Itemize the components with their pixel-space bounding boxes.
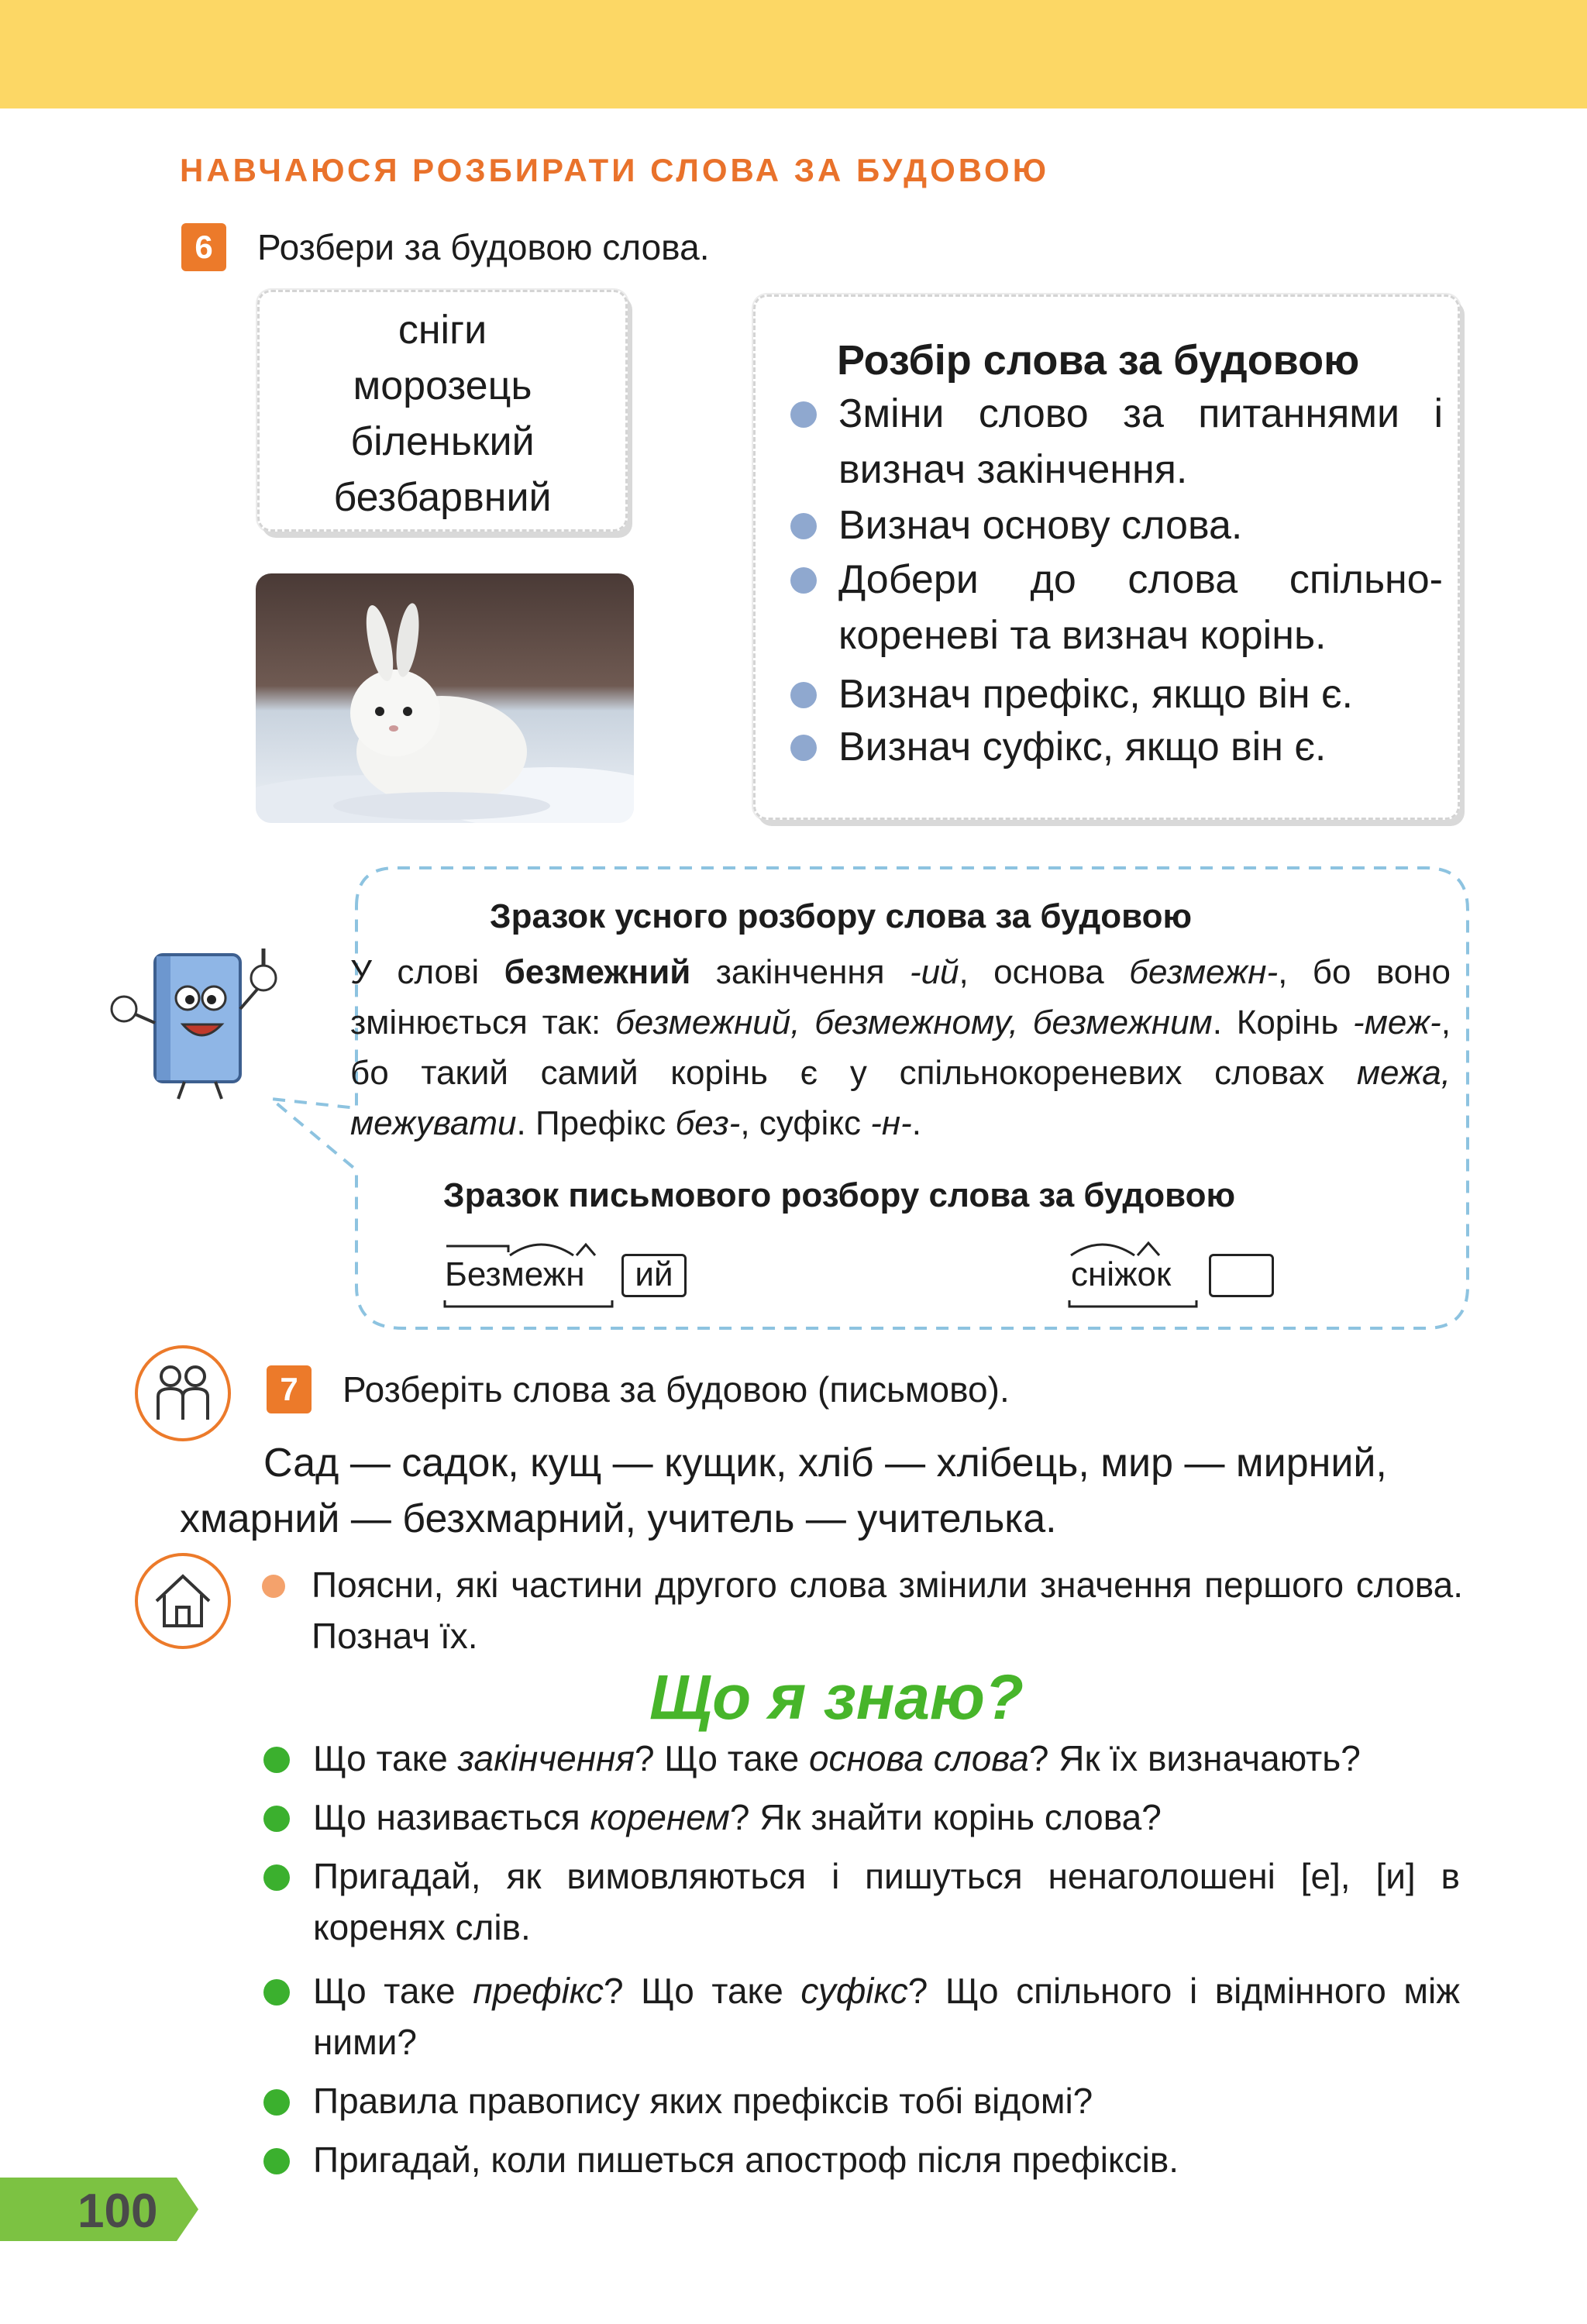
page-number: 100	[77, 2185, 158, 2238]
task7-words-line-2: хмарний — безхмарний, учитель — учителька.	[180, 1496, 1057, 1541]
header-bar	[0, 0, 1587, 108]
task6-instruction: Розбери за будовою слова.	[257, 227, 710, 267]
question-item: Що таке закінчення? Що таке основа слова? Як їх визначають?	[313, 1738, 1361, 1778]
bullet-icon	[263, 2089, 290, 2116]
rules-card	[753, 294, 1460, 820]
bullet-icon	[263, 1979, 290, 2006]
question-item: Пригадай, коли пишеться апостроф після префіксів.	[313, 2140, 1179, 2180]
rule-item: Визнач суфікс, якщо він є.	[838, 725, 1327, 770]
bullet-icon	[790, 567, 817, 594]
example-word-2: сніжок	[1071, 1255, 1172, 1293]
book-mascot-icon	[101, 938, 287, 1108]
word-item: сніги	[398, 308, 487, 353]
oral-sample-title: Зразок усного розбору слова за будовою	[490, 897, 1193, 935]
ending-box-1: ий	[621, 1254, 687, 1297]
question-item: Правила правопису яких префіксів тобі відомі?	[313, 2081, 1093, 2121]
what-i-know-title: Що я знаю?	[649, 1662, 1024, 1733]
rule-item: Визнач основу слова.	[838, 503, 1243, 548]
bullet-icon	[262, 1575, 285, 1598]
question-item: Що таке префікс? Що таке суфікс? Що спільного і відмінного між ними?	[313, 1971, 1460, 2062]
section-title: НАВЧАЮСЯ РОЗБИРАТИ СЛОВА ЗА БУДОВОЮ	[180, 152, 1050, 188]
pair-work-icon	[135, 1345, 231, 1441]
task-number-7: 7	[267, 1365, 312, 1413]
rules-title: Розбір слова за будовою	[837, 337, 1360, 384]
rule-item: Зміни слово за питаннями і визнач закінчення.	[838, 391, 1443, 492]
task7-instruction: Розберіть слова за будовою (письмово).	[343, 1369, 1010, 1410]
task7-words-line-1: Сад — садок, кущ — кущик, хліб — хлібець, мир — мирний,	[263, 1441, 1387, 1486]
rule-item: Визнач префікс, якщо він є.	[838, 672, 1353, 717]
word-item: морозець	[353, 363, 532, 408]
bullet-icon	[790, 735, 817, 761]
homework-house-icon	[135, 1553, 231, 1649]
rabbit-image	[256, 573, 634, 823]
word-item: безбарвний	[333, 475, 552, 520]
words-card	[257, 290, 628, 532]
example-word-1: Безмежн	[445, 1255, 585, 1293]
rule-item: Добери до слова спільно-кореневі та визнач корінь.	[838, 557, 1443, 658]
bullet-icon	[263, 2148, 290, 2174]
bullet-icon	[263, 1864, 290, 1891]
task7-hint: Поясни, які частини другого слова змінили значення першого слова. Познач їх.	[312, 1565, 1463, 1656]
bullet-icon	[263, 1747, 290, 1773]
bullet-icon	[263, 1806, 290, 1832]
ending-box-2	[1209, 1254, 1274, 1297]
bullet-icon	[790, 401, 817, 428]
word-item: біленький	[350, 419, 535, 464]
bullet-icon	[790, 682, 817, 708]
question-item: Що називається коренем? Як знайти корінь слова?	[313, 1797, 1162, 1837]
bullet-icon	[790, 513, 817, 539]
question-item: Пригадай, як вимовляються і пишуться ненаголошені [е], [и] в коренях слів.	[313, 1856, 1460, 1947]
written-sample-title: Зразок письмового розбору слова за будовою	[443, 1176, 1236, 1214]
sample-word: безмежний	[504, 953, 691, 991]
task-number-6: 6	[181, 223, 226, 271]
oral-sample-text: У слові безмежний закінчення -ий, основа безмежн-, бо воно змінюється так: безмежний, безмежному, безмежним. Корінь -меж-, бо такий самий корінь є у спільнокореневих словах межа, межувати. Префікс без-, суфікс -н-.	[350, 953, 1451, 1142]
